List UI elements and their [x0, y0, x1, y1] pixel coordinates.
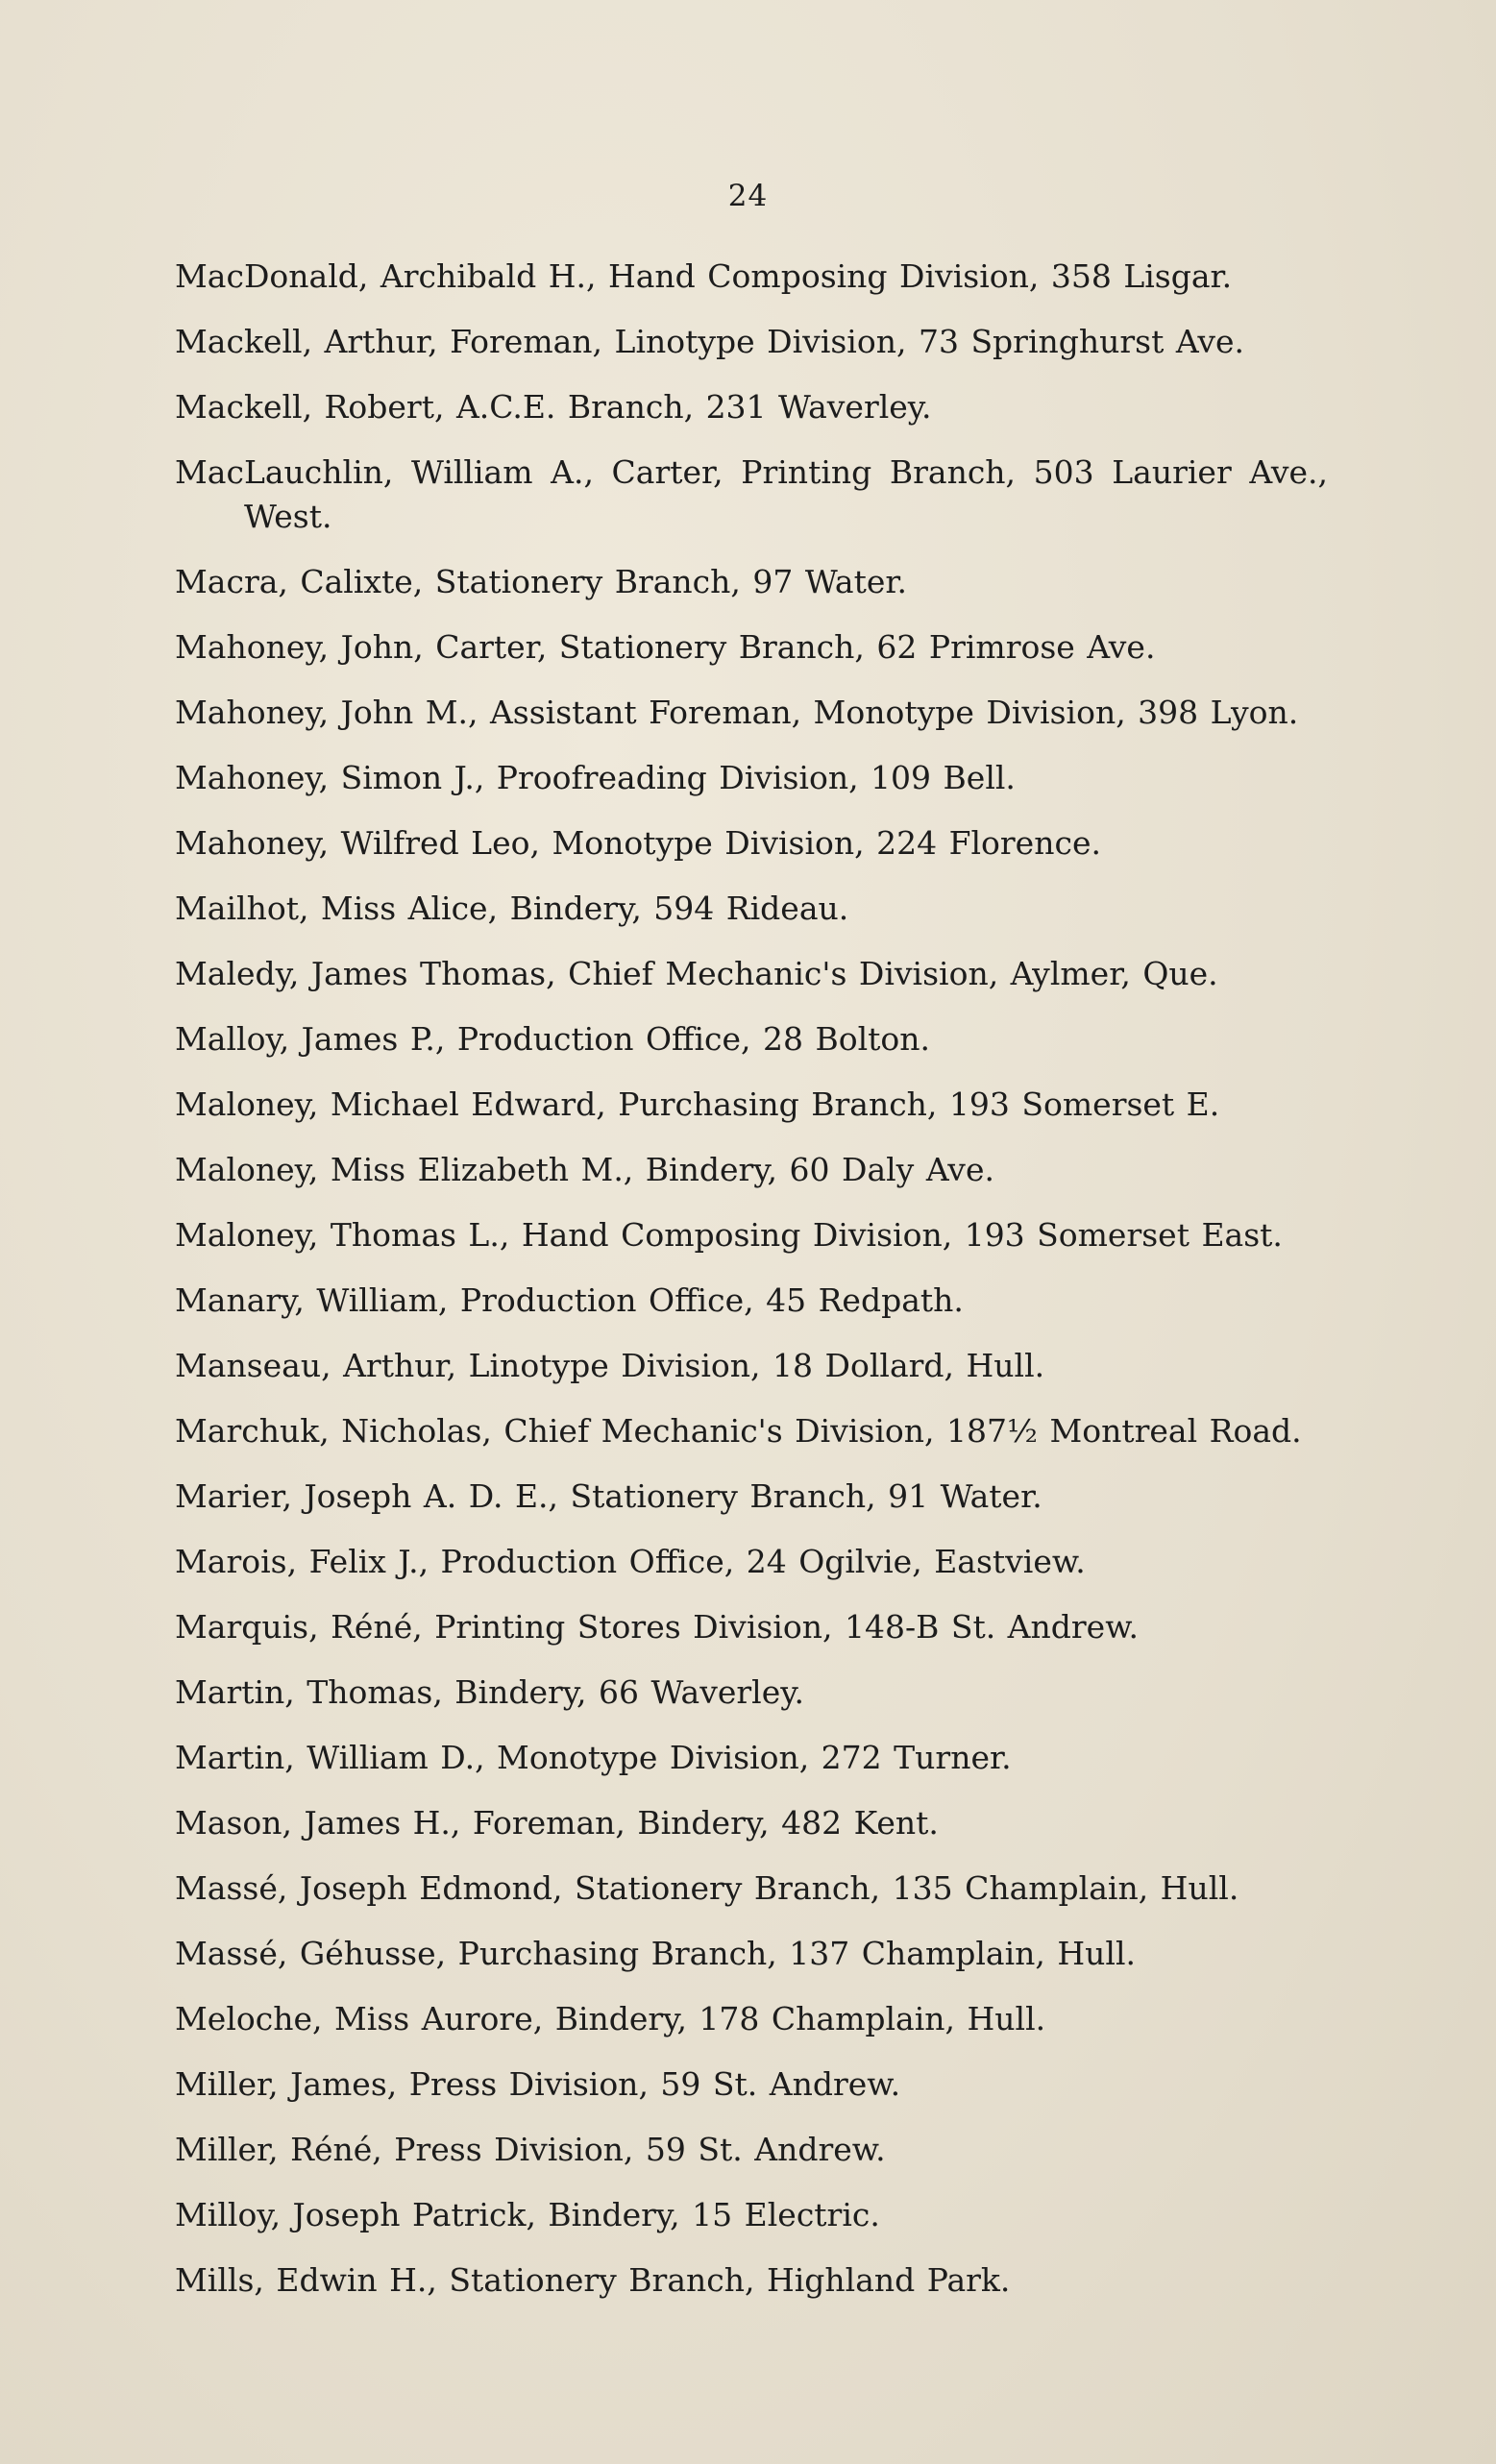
list-item: Macra, Calixte, Stationery Branch, 97 Water. — [175, 563, 908, 600]
list-item: Mason, James H., Foreman, Bindery, 482 Kent. — [175, 1804, 939, 1842]
list-item: Mackell, Robert, A.C.E. Branch, 231 Waverley. — [175, 388, 932, 426]
list-item: Martin, Thomas, Bindery, 66 Waverley. — [175, 1673, 805, 1711]
list-item: Massé, Joseph Edmond, Stationery Branch, 135 Champlain, Hull. — [175, 1869, 1239, 1907]
list-item: Mahoney, John M., Assistant Foreman, Monotype Division, 398 Lyon. — [175, 694, 1299, 731]
list-item: Maloney, Miss Elizabeth M., Bindery, 60 Daly Ave. — [175, 1151, 994, 1188]
list-item: Maloney, Thomas L., Hand Composing Division, 193 Somerset East. — [175, 1216, 1283, 1254]
list-item: Marois, Felix J., Production Office, 24 Ogilvie, Eastview. — [175, 1543, 1086, 1580]
list-item: Miller, Réné, Press Division, 59 St. Andrew. — [175, 2131, 886, 2168]
list-item: Malloy, James P., Production Office, 28 Bolton. — [175, 1020, 931, 1058]
list-item: Mills, Edwin H., Stationery Branch, Highland Park. — [175, 2261, 1011, 2299]
list-item: Manary, William, Production Office, 45 Redpath. — [175, 1281, 964, 1319]
list-item: Massé, Géhusse, Purchasing Branch, 137 Champlain, Hull. — [175, 1935, 1137, 1972]
list-item: Marchuk, Nicholas, Chief Mechanic's Division, 187½ Montreal Road. — [175, 1412, 1302, 1450]
list-item: Mackell, Arthur, Foreman, Linotype Division, 73 Springhurst Ave. — [175, 323, 1245, 360]
list-item: Marquis, Réné, Printing Stores Division, 148-B St. Andrew. — [175, 1608, 1140, 1646]
list-item: MacDonald, Archibald H., Hand Composing Division, 358 Lisgar. — [175, 257, 1233, 295]
list-item: Marier, Joseph A. D. E., Stationery Branch, 91 Water. — [175, 1477, 1042, 1515]
list-item: Maledy, James Thomas, Chief Mechanic's Division, Aylmer, Que. — [175, 955, 1218, 992]
list-item: Mahoney, John, Carter, Stationery Branch, 62 Primrose Ave. — [175, 628, 1156, 666]
list-item: Martin, William D., Monotype Division, 272 Turner. — [175, 1739, 1012, 1776]
list-item: Manseau, Arthur, Linotype Division, 18 Dollard, Hull. — [175, 1347, 1045, 1384]
list-item: Milloy, Joseph Patrick, Bindery, 15 Electric. — [175, 2196, 880, 2233]
employee-list — [175, 255, 1328, 2324]
page-number: 24 — [727, 179, 769, 213]
list-item: Mahoney, Wilfred Leo, Monotype Division, 224 Florence. — [175, 824, 1101, 862]
list-item: Mahoney, Simon J., Proofreading Division, 109 Bell. — [175, 759, 1016, 796]
list-item: Meloche, Miss Aurore, Bindery, 178 Champlain, Hull. — [175, 2000, 1046, 2037]
list-item: Miller, James, Press Division, 59 St. Andrew. — [175, 2065, 901, 2103]
list-item: Mailhot, Miss Alice, Bindery, 594 Rideau. — [175, 890, 849, 927]
list-item: Maloney, Michael Edward, Purchasing Branch, 193 Somerset E. — [175, 1086, 1220, 1123]
list-item: MacLauchlin, William A., Carter, Printing Branch, 503 Laurier Ave., West. — [175, 453, 1328, 535]
